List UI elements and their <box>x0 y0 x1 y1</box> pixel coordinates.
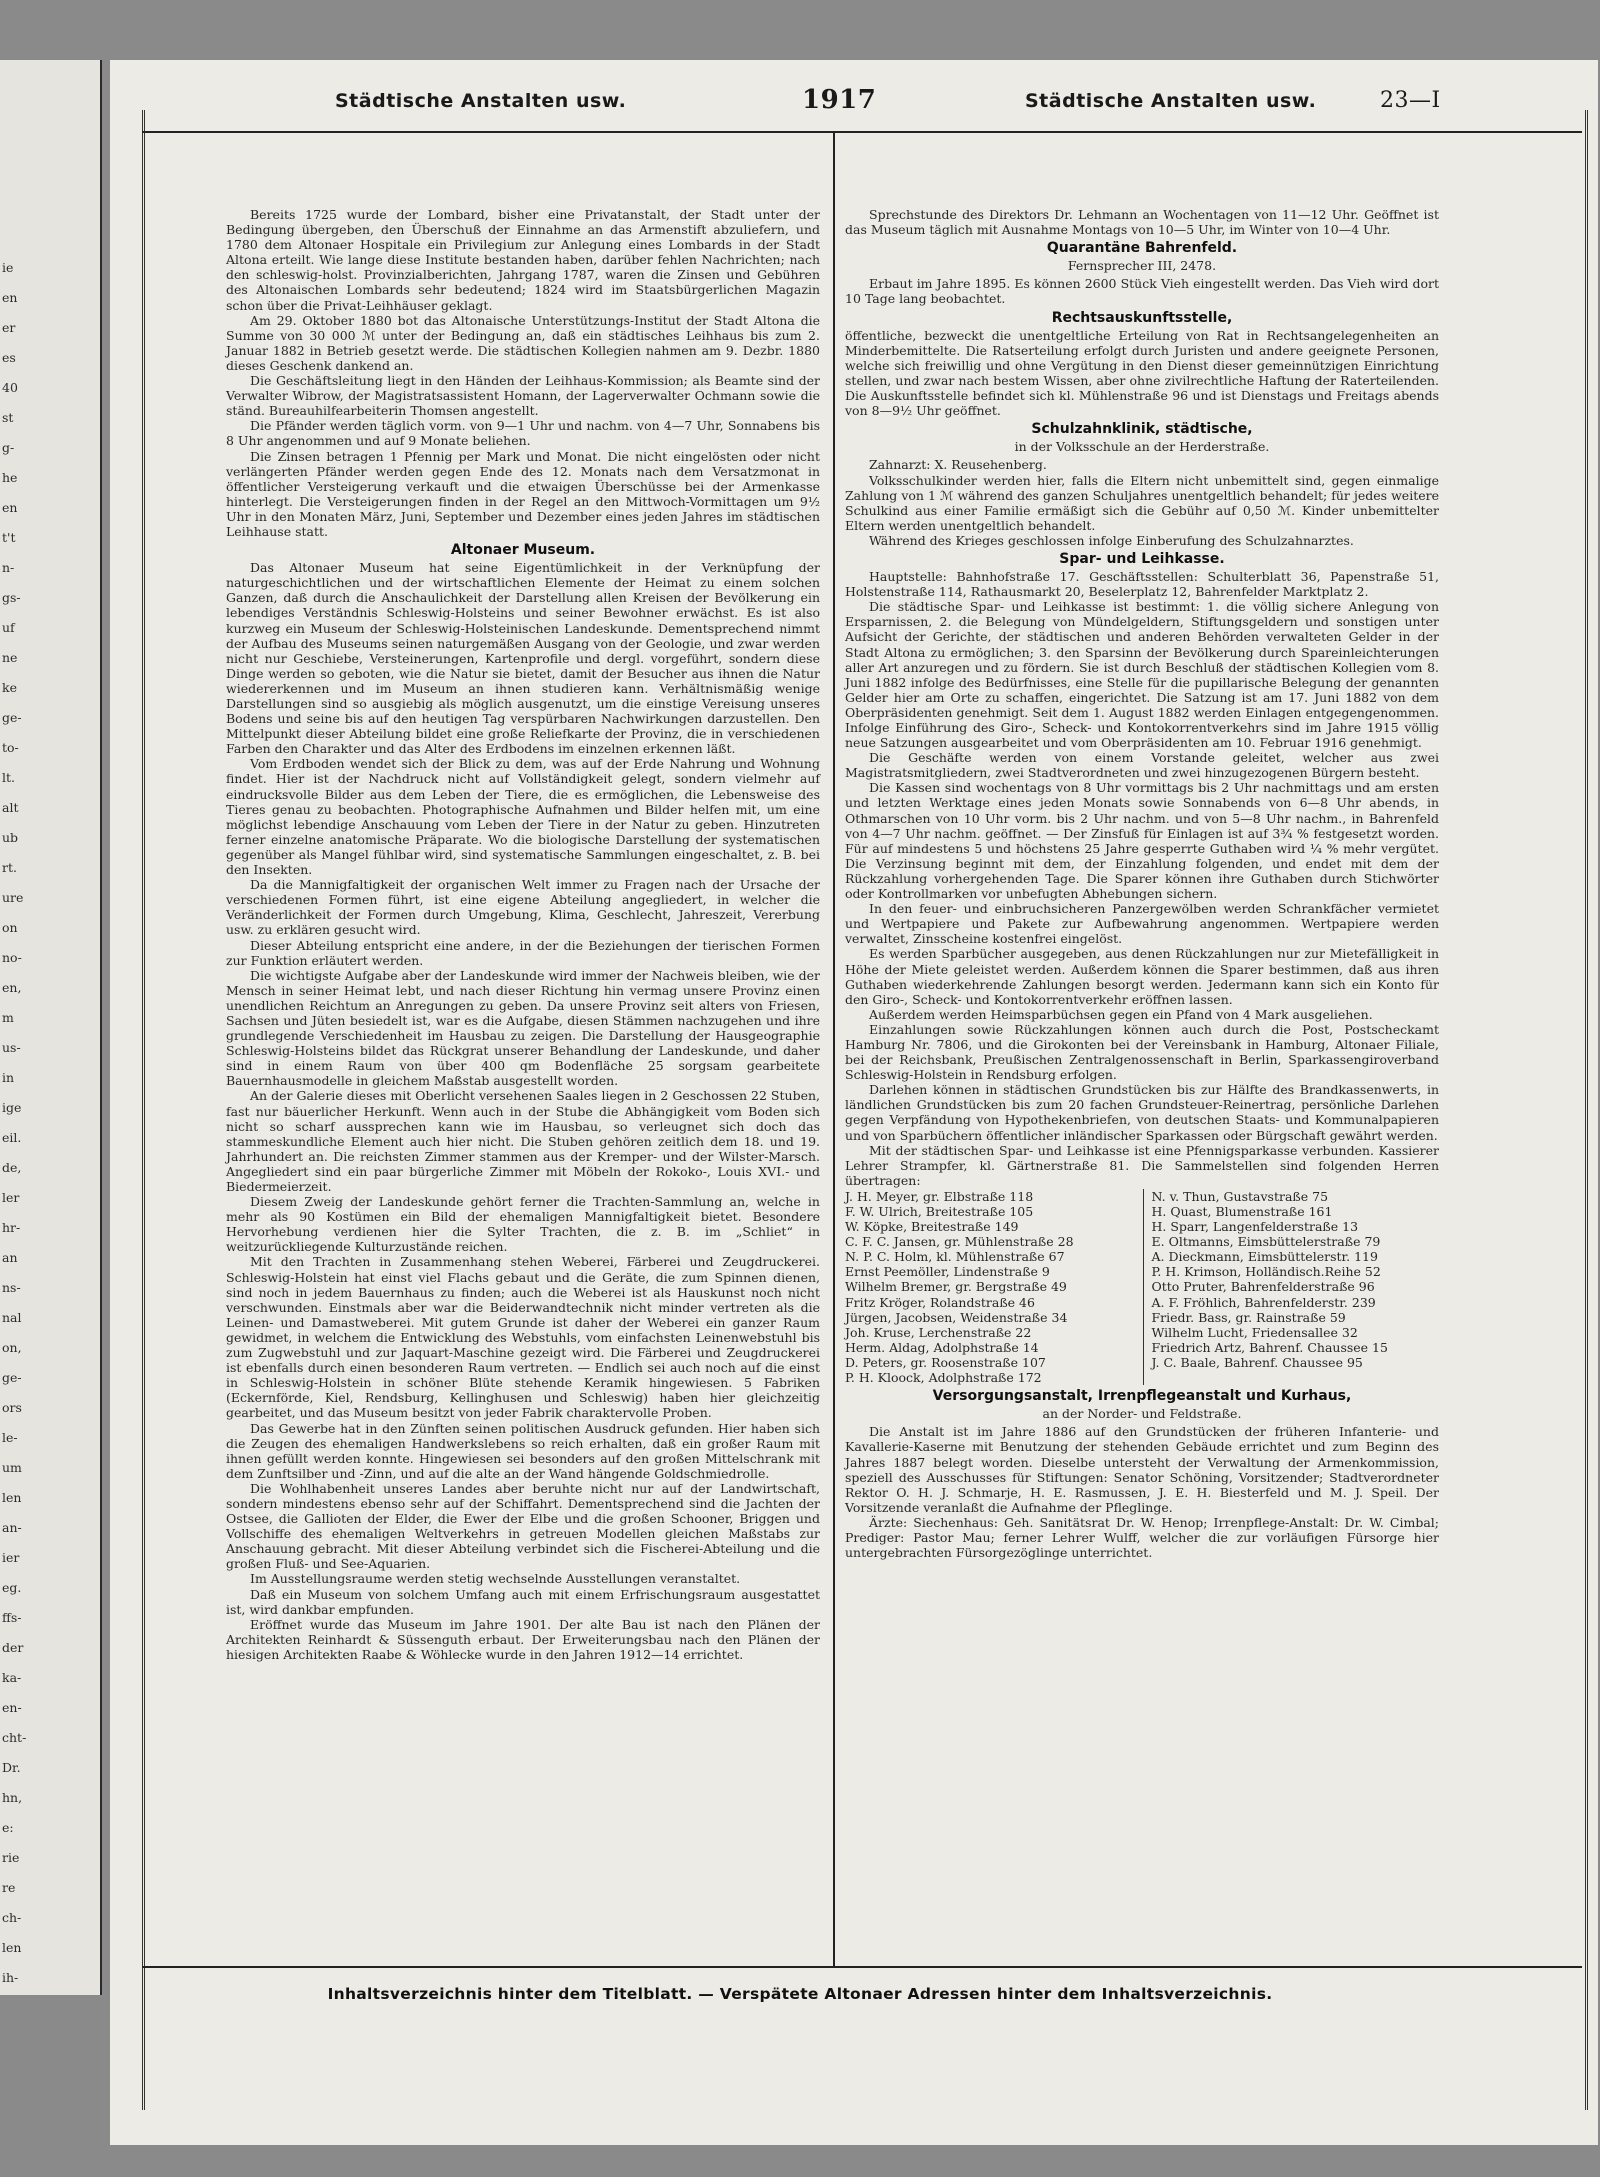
paragraph: Die Zinsen betragen 1 Pfennig per Mark und Monat. Die nicht eingelösten oder nicht verlängerten Pfänder werden gegen Ende des 12. Monats nach dem Versatzmonat in öffentlicher Versteigerung verkauft und die etwaigen Überschüsse bei der Armenkasse hinterlegt. Die Versteigerungen finden in der Regel an den Mittwoch-Vormittagen um 9½ Uhr in den Monaten März, Juni, September und Dezember eines jeden Jahres im städtischen Leihhause statt. <box>226 448 820 539</box>
collector-list-left <box>845 1189 1133 1385</box>
section-heading-bank: Spar- und Leihkasse. <box>1059 550 1225 567</box>
collector-entry: Joh. Kruse, Lerchenstraße 22 <box>845 1324 1032 1340</box>
previous-page-fragment: eg. <box>2 1580 22 1595</box>
previous-page-fragment: eil. <box>2 1130 22 1145</box>
previous-page-fragment: len <box>2 1940 22 1955</box>
previous-page-fragment: in <box>2 1070 15 1085</box>
paragraph: Darlehen können in städtischen Grundstücken bis zur Hälfte des Brandkassenwerts, in ländlichen Grundstücken bis zum 20 fachen Grundsteuer-Reinertrag, persönliche Darlehen gegen Verpfändung von Hypothekenbriefen, von deutschen Staats- und Kommunalpapieren und von Sparbüchern öffentlicher inländischer Sparkassen oder Bürgschaft gewährt werden. <box>845 1082 1439 1143</box>
footer-note: Inhaltsverzeichnis hinter dem Titelblatt. — Verspätete Altonaer Adressen hinter dem Inhaltsverzeichnis. <box>327 1985 1273 2003</box>
section-heading-care: Versorgungsanstalt, Irrenpflegeanstalt und Kurhaus, <box>932 1388 1352 1405</box>
previous-page-fragment: ure <box>2 890 24 905</box>
collector-entry: J. C. Baale, Bahrenf. Chaussee 95 <box>1151 1354 1363 1370</box>
previous-page-fragment: ka- <box>2 1670 22 1685</box>
paragraph: Die Kassen sind wochentags von 8 Uhr vormittags bis 2 Uhr nachmittags und am ersten und letzten Werktage eines jeden Monats sowie Sonnabends von 6—8 Uhr abends, in Othmarschen von 10 Uhr vorm. bis 2 Uhr nachm. und von 5—8 Uhr nachm., in Bahrenfeld von 4—7 Uhr nachm. geöffnet. — Der Zinsfuß für Einlagen ist auf 3¾ % festgesetzt worden. Für auf mindestens 5 und höchstens 25 Jahre gesperrte Guthaben wird ¼ % mehr vergütet. Die Verzinsung beginnt mit dem, der Einzahlung folgenden, und endet mit dem der Rückzahlung vorhergehenden Tage. Die Sparer können ihre Guthaben durch Stichwörter oder Kontrollmarken vor unbefugten Abhebungen sichern. <box>845 780 1439 902</box>
previous-page-fragment: er <box>2 320 16 335</box>
previous-page-fragment: ge- <box>2 1370 22 1385</box>
previous-page-fragment: ffs- <box>2 1610 22 1625</box>
previous-page-fragment: um <box>2 1460 22 1475</box>
paragraph: Die Geschäftsleitung liegt in den Händen der Leihhaus-Kommission; als Beamte sind der Verwalter Wibrow, der Magistratsassistent Homann, der Lagerverwalter Ochmann sowie die ständ. Bureauhilfearbeiterin Thomsen angestellt. <box>226 373 820 419</box>
previous-page-fragment: rie <box>2 1850 20 1865</box>
collector-entry: W. Köpke, Breitestraße 149 <box>845 1219 1019 1235</box>
paragraph: Die Anstalt ist im Jahre 1886 auf den Grundstücken der früheren Infanterie- und Kavallerie-Kaserne mit Benutzung der stehenden Gebäude errichtet und zum Beginn des Jahres 1887 belegt worden. Dieselbe untersteht der Verwaltung der Armenkommission, speziell des Ausschusses für Stiftungen: Senator Schöning, Vorsitzender; Stadtverordneter Rektor O. H. J. Schmarje, H. E. Rasmussen, J. E. H. Biesterfeld und M. J. Speil. Der Vorsitzende veranlaßt die Aufnahme der Pfleglinge. <box>845 1424 1439 1515</box>
previous-page-fragment: der <box>2 1640 24 1655</box>
previous-page-fragment: lt. <box>2 770 15 785</box>
section-heading-legal: Rechtsauskunftsstelle, <box>1051 309 1233 326</box>
paragraph: Die Geschäfte werden von einem Vorstande geleitet, welcher aus zwei Magistratsmitgliedern, zwei Stadtverordneten und zwei hinzugezogenen Bürgern besteht. <box>845 750 1439 781</box>
previous-page-fragment: alt <box>2 800 19 815</box>
header-year: 1917 <box>802 85 877 115</box>
previous-page-fragment: he <box>2 470 18 485</box>
previous-page-fragment: ke <box>2 680 17 695</box>
previous-page-fragment: le- <box>2 1430 18 1445</box>
section-heading-museum: Altonaer Museum. <box>450 542 596 559</box>
previous-page-fragment: gs- <box>2 590 21 605</box>
collector-entry: H. Sparr, Langenfelderstraße 13 <box>1151 1219 1359 1235</box>
previous-page-fragment: Dr. <box>2 1760 21 1775</box>
header-left-title: Städtische Anstalten usw. <box>335 90 627 112</box>
paragraph: Die städtische Spar- und Leihkasse ist bestimmt: 1. die völlig sichere Anlegung von Ersparnissen, 2. die Belegung von Mündelgeldern, Stiftungsgeldern und sonstigen unter Aufsicht der Gerichte, der städtischen und anderen Behörden verwalteten Gelder in der Stadt Altona zu ermöglichen; 3. den Sparsinn der Bevölkerung durch Spareinleichterungen aller Art anzuregen und zu fördern. Sie ist durch Beschluß der städtischen Kollegien vom 8. Juni 1882 infolge des Bedürfnisses, eine Stelle für die pupillarische Belegung der genannten Gelder hier am Orte zu schaffen, eingerichtet. Die Satzung ist am 17. Juni 1882 von dem Oberpräsidenten genehmigt. Seit dem 1. August 1882 werden Einlagen entgegengenommen. Infolge Einführung des Giro-, Scheck- und Kontokorrentverkehrs sind im Jahre 1915 völlig neue Satzungen ausgearbeitet und vom Oberpräsidenten am 10. Februar 1916 genehmigt. <box>845 599 1439 751</box>
previous-page-fragment: ors <box>2 1400 22 1415</box>
paragraph: Das Altonaer Museum hat seine Eigentümlichkeit in der Verknüpfung der naturgeschichtlichen und der wirtschaftlichen Elemente der Heimat zu einem solchen Ganzen, daß durch die Anschaulichkeit der Darstellung allen Kreisen der Bevölkerung ein lebendiges Verständnis Schleswig-Holsteins und seiner Bewohner erwächst. Es ist also kurzweg ein Museum der Schleswig-Holsteinischen Landeskunde. Dementsprechend nimmt der Aufbau des Museums seinen naturgemäßen Ausgang von der Geologie, und zwar werden nicht nur Geschiebe, Versteinerungen, Kartenprofile und dergl. vorgeführt, sondern diese Dinge werden so geboten, wie die Natur sie bietet, damit der Besucher aus ihnen die Natur wiedererkennen und im Museum an ihnen studieren kann. Verhältnismäßig wenige Darstellungen sind so ausgiebig als möglich ausgenutzt, um die einstige Vereisung unseres Bodens und seine bis auf den heutigen Tag verspürbaren Nachwirkungen darzustellen. Den Mittelpunkt dieser Abteilung bildet eine große Reliefkarte der Provinz, die in verschiedenen Farben den Charakter und das Alter des Erdbodens im einzelnen erkennen läßt. <box>226 560 820 757</box>
previous-page-fragment: ne <box>2 650 18 665</box>
previous-page-fragment: m <box>2 1010 14 1025</box>
previous-page-fragment: ie <box>2 260 14 275</box>
previous-page-fragment: ns- <box>2 1280 21 1295</box>
collector-entry: Wilhelm Lucht, Friedensallee 32 <box>1151 1324 1358 1340</box>
previous-page-fragment: no- <box>2 950 22 965</box>
collector-entry: N. v. Thun, Gustavstraße 75 <box>1151 1188 1329 1204</box>
paragraph: Bereits 1725 wurde der Lombard, bisher eine Privatanstalt, der Stadt unter der Bedingung übergeben, den Überschuß der Einnahme an das Armenstift abzuliefern, und 1780 dem Altonaer Hospitale ein Privilegium zur Anlegung eines Lombards in der Stadt Altona erteilt. Wie lange diese Institute bestanden haben, darüber fehlen Nachrichten; nach den schleswig-holst. Provinzialberichten, Jahrgang 1787, waren die Zinsen und Gebühren des Altonaischen Lombards sehr bedeutend; 1824 wird im Staatsbürgerlichen Magazin schon über die Privat-Leihhäuser geklagt. <box>226 207 820 313</box>
right-column <box>845 207 1439 1560</box>
paragraph: Volksschulkinder werden hier, falls die Eltern nicht unbemittelt sind, gegen einmalige Zahlung von 1 ℳ während des ganzen Schuljahres unentgeltlich behandelt; für jedes weitere Schulkind aus einer Familie ermäßigt sich die Gebühr auf 0,50 ℳ. Kinder unbemittelter Eltern werden unentgeltlich behandelt. <box>845 472 1439 533</box>
section-heading-quarantine: Quarantäne Bahrenfeld. <box>1046 240 1238 257</box>
previous-page-fragment: e: <box>2 1820 14 1835</box>
paragraph: Während des Krieges geschlossen infolge Einberufung des Schulzahnarztes. <box>869 532 1354 548</box>
paragraph: Erbaut im Jahre 1895. Es können 2600 Stück Vieh eingestellt werden. Das Vieh wird dort 10 Tage lang beobachtet. <box>845 276 1439 307</box>
previous-page-fragment: ler <box>2 1190 20 1205</box>
previous-page-fragment: len <box>2 1490 22 1505</box>
paragraph: Außerdem werden Heimsparbüchsen gegen ein Pfand von 4 Mark ausgeliehen. <box>869 1006 1373 1022</box>
museum-section <box>226 560 820 1662</box>
collector-entry: Friedr. Bass, gr. Rainstraße 59 <box>1151 1309 1346 1325</box>
previous-page-fragment: de, <box>2 1160 22 1175</box>
collector-list-right <box>1143 1189 1440 1385</box>
collector-entry: Herm. Aldag, Adolphstraße 14 <box>845 1339 1039 1355</box>
previous-page-fragment: t't <box>2 530 16 545</box>
previous-page-fragment: n- <box>2 560 15 575</box>
collector-entry: C. F. C. Jansen, gr. Mühlenstraße 28 <box>845 1234 1074 1250</box>
header-page-number: 23—I <box>1380 88 1441 113</box>
paragraph: Diesem Zweig der Landeskunde gehört ferner die Trachten-Sammlung an, welche in mehr als 90 Kostümen ein Bild der ehemaligen Mannigfaltigkeit bietet. Besondere Hervorhebung verdienen hier die Sylter Trachten, die z. B. im „Schliet“ in weitzurückliegende Kulturzustände reichen. <box>226 1194 820 1255</box>
paragraph: Die Pfänder werden täglich vorm. von 9—1 Uhr und nachm. von 4—7 Uhr, Sonnabens bis 8 Uhr angenommen und auf 9 Monate beliehen. <box>226 418 820 449</box>
previous-page-fragment: 40 <box>2 380 18 395</box>
header-rule <box>142 131 1582 133</box>
dentist-line: Zahnarzt: X. Reusehenberg. <box>869 457 1047 473</box>
paragraph: Im Ausstellungsraume werden stetig wechselnde Ausstellungen veranstaltet. <box>250 1571 741 1587</box>
paragraph: Mit der städtischen Spar- und Leihkasse ist eine Pfennigsparkasse verbunden. Kassierer Lehrer Strampfer, kl. Gärtnerstraße 81. Die Sammelstellen sind folgenden Herren übertragen: <box>845 1142 1439 1188</box>
paragraph: Einzahlungen sowie Rückzahlungen können auch durch die Post, Postscheckamt Hamburg Nr. 7806, und die Girokonten bei der Vereinsbank in Hamburg, Altonaer Filiale, bei der Reichsbank, Preußischen Zentralgenossenschaft in Berlin, Sparkassengiroverband Schleswig-Holstein in Rendsburg erfolgen. <box>845 1021 1439 1083</box>
care-location: an der Norder- und Feldstraße. <box>1042 1406 1242 1422</box>
previous-page-fragment: cht- <box>2 1730 27 1745</box>
paragraph: Die Wohlhabenheit unseres Landes aber beruhte nicht nur auf der Landwirtschaft, sondern mindestens ebenso sehr auf der Schiffahrt. Dementsprechend sind die Jachten der Ostsee, die Gallioten der Elder, die Ewer der Elbe und die großen Schooner, Briggen und Vollschiffe des ehemaligen Weltverkehrs in getreuen Modellen gleichen Maßstabs zur Anschauung gebracht. Mit dieser Abteilung verbindet sich die Fischerei-Abteilung und die großen Fluß- und See-Aquarien. <box>226 1480 820 1572</box>
previous-page-fragment: ige <box>2 1100 22 1115</box>
paragraph: Vom Erdboden wendet sich der Blick zu dem, was auf der Erde Nahrung und Wohnung findet. Hier ist der Nachdruck nicht auf Vollständigkeit gelegt, sondern vielmehr auf eindrucksvolle Bilder aus dem Leben der Tiere, die es ermöglichen, die Lebensweise des Tieres genau zu beobachten. Photographische Aufnahmen und Bilder helfen mit, um eine möglichst lebendige Anschauung vom Leben der Tiere in der Natur zu geben. Hinzutreten ferner einzelne anatomische Präparate. Wo die biologische Darstellung der systematischen gegenüber als Mangel fühlbar wird, sind systematische Sammlungen eingeschaltet, z. B. bei den Insekten. <box>226 756 820 878</box>
paragraph: Eröffnet wurde das Museum im Jahre 1901. Der alte Bau ist nach den Plänen der Architekten Reinhardt & Süssenguth erbaut. Der Erweiterungsbau nach den Plänen der hiesigen Architekten Raabe & Wöhlecke wurde in den Jahren 1912—14 errichtet. <box>226 1616 820 1662</box>
paragraph: Mit den Trachten in Zusammenhang stehen Weberei, Färberei und Zeugdruckerei. Schleswig-Holstein hat einst viel Flachs gebaut und die Geräte, die zum Spinnen dienen, sind noch in jedem Bauernhaus zu finden; auch die Weberei ist als Hauskunst noch nicht verschwunden. Einstmals aber war die Beiderwandtechnik nicht minder vertreten als die Leinen- und Damastweberei. Mit gutem Grunde ist daher der Weberei ein ganzer Raum gewidmet, in welchem die Entwicklung des Webstuhls, vom einfachsten Leinenwebstuhl bis zum Zugwebstuhl und zur Jaquart-Maschine gezeigt wird. Die Färberei und Zeugdruckerei ist ebenfalls durch einen besonderen Raum vertreten. — Endlich sei auch noch auf die einst in Schleswig-Holstein in schöner Blüte stehende Keramik hingewiesen. 5 Fabriken (Eckernförde, Kiel, Rendsburg, Kellinghusen und Schleswig) haben hier gleichzeitig gearbeitet, und das Museum besitzt von jeder Fabrik charaktervolle Proben. <box>226 1254 820 1421</box>
footer-rule <box>142 1966 1582 1968</box>
collector-entry: A. F. Fröhlich, Bahrenfelderstr. 239 <box>1151 1294 1376 1310</box>
collector-entry: J. H. Meyer, gr. Elbstraße 118 <box>845 1188 1034 1204</box>
paragraph: An der Galerie dieses mit Oberlicht versehenen Saales liegen in 2 Geschossen 22 Stuben, fast nur bäuerlicher Herkunft. Wenn auch in der Stube die Abhängigkeit vom Boden sich nicht so scharf aussprechen kann wie im Hausbau, so verleugnet sich doch das stammeskundliche Element auch hier nicht. Die Stuben gehören zeitlich dem 18. und 19. Jahrhundert an. Die reichsten Zimmer stammen aus der Kremper- und der Wilster-Marsch. Angegliedert sind ein paar bürgerliche Zimmer mit Möbeln der Rokoko-, Louis XVI.- und Biedermeierzeit. <box>226 1088 820 1194</box>
paragraph: Die wichtigste Aufgabe aber der Landeskunde wird immer der Nachweis bleiben, wie der Mensch in seiner Heimat lebt, und nach dieser Richtung hin vermag unsere Provinz einen unendlichen Reichtum an Anregungen zu geben. Da unsere Provinz seit alters von Friesen, Sachsen und Jüten besiedelt ist, war es die Aufgabe, diesen Stämmen nachzugehen und ihre grundlegende Verschiedenheit im Hausbau zu zeigen. Die Darstellung der Hausgeographie Schleswig-Holsteins bildet das Rückgrat unserer Behandlung der Landeskunde, und daher sind in einem Raum von über 400 qm Bodenfläche 25 sorgsam gearbeitete Bauernhausmodelle in gleichem Maßstab ausgestellt worden. <box>226 967 820 1089</box>
previous-page-fragment: g- <box>2 440 15 455</box>
previous-page-fragment: st <box>2 410 14 425</box>
collector-entry: H. Quast, Blumenstraße 161 <box>1151 1204 1333 1219</box>
paragraph: Es werden Sparbücher ausgegeben, aus denen Rückzahlungen nur zur Mietefälligkeit in Höhe der Miete geleistet werden. Außerdem können die Sparer bestimmen, daß aus ihren Guthaben wiederkehrende Zahlungen besorgt werden. Jedermann kann sich ein Konto für den Giro-, Scheck- und Kontokorrentverkehr eröffnen lassen. <box>845 946 1439 1007</box>
collector-entry: P. H. Kloock, Adolphstraße 172 <box>845 1370 1042 1386</box>
paragraph: Daß ein Museum von solchem Umfang auch mit einem Erfrischungsraum ausgestattet ist, wird dankbar empfunden. <box>226 1586 820 1617</box>
collector-entry: F. W. Ulrich, Breitestraße 105 <box>845 1204 1034 1219</box>
collector-entry: E. Oltmanns, Eimsbüttelerstraße 79 <box>1151 1234 1381 1250</box>
collector-entry: A. Dieckmann, Eimsbüttelerstr. 119 <box>1151 1249 1378 1265</box>
previous-page-fragment: ge- <box>2 710 22 725</box>
collector-entry: N. P. C. Holm, kl. Mühlenstraße 67 <box>845 1249 1065 1265</box>
header-right-title: Städtische Anstalten usw. <box>1025 90 1317 112</box>
collector-entry: D. Peters, gr. Roosenstraße 107 <box>845 1354 1046 1370</box>
previous-page-fragment: nal <box>2 1310 22 1325</box>
column-divider <box>833 131 835 1966</box>
previous-page-fragment: en <box>2 290 18 305</box>
collector-lists <box>845 1189 1439 1385</box>
leihhaus-section <box>226 207 820 539</box>
previous-page-fragment: ih- <box>2 1970 19 1985</box>
collector-entry: Fritz Kröger, Rolandstraße 46 <box>845 1294 1035 1310</box>
collector-entry: Wilhelm Bremer, gr. Bergstraße 49 <box>845 1279 1067 1295</box>
previous-page-fragment: to- <box>2 740 19 755</box>
previous-page-fragment: en <box>2 500 18 515</box>
previous-page-fragment: hr- <box>2 1220 21 1235</box>
collector-entry: P. H. Krimson, Holländisch.Reihe 52 <box>1151 1264 1381 1280</box>
paragraph: Ärzte: Siechenhaus: Geh. Sanitätsrat Dr. W. Henop; Irrenpflege-Anstalt: Dr. W. Cimbal; Prediger: Pastor Mau; ferner Lehrer Wulff, welcher die zur vorläufigen Fürsorge hier untergebrachten Fürsorgezöglinge unterrichtet. <box>845 1514 1439 1561</box>
previous-page-fragment: ier <box>2 1550 20 1565</box>
paragraph: Das Gewerbe hat in den Zünften seinen politischen Ausdruck gefunden. Hier haben sich die Zeugen des ehemaligen Handwerkslebens so reich erhalten, daß ein großer Raum mit ihnen gefüllt werden konnte. Hingewiesen sei besonders auf den großen Mittelschrank mit dem Zunftsilber und -Zinn, und auf die alte an der Wand hängende Goldschmiedrolle. <box>226 1420 820 1481</box>
previous-page-fragment: on, <box>2 1340 22 1355</box>
previous-page-edge <box>0 60 102 1995</box>
collector-entry: Friedrich Artz, Bahrenf. Chaussee 15 <box>1151 1339 1388 1355</box>
paragraph: öffentliche, bezweckt die unentgeltliche Erteilung von Rat in Rechtsangelegenheiten an Minderbemittelte. Die Ratserteilung erfolgt durch Juristen und andere geeignete Personen, welche sich freiwillig und ohne Vergütung in den Dienst dieser gemeinnützigen Einrichtung stellen, und zwar nach bestem Wissen, aber ohne zivilrechtliche Haftung der Raterteilenden. Die Auskunftsstelle befindet sich kl. Mühlenstraße 96 und ist Dienstags und Freitags abends von 8—9½ Uhr geöffnet. <box>845 327 1439 419</box>
paragraph: In den feuer- und einbruchsicheren Panzergewölben werden Schrankfächer vermietet und Wertpapiere und Pakete zur Aufbewahrung angenommen. Wertpapiere werden verwaltet, Zinsscheine kostenfrei eingelöst. <box>845 901 1439 947</box>
previous-page-fragment: hn, <box>2 1790 23 1805</box>
section-heading-dental: Schulzahnklinik, städtische, <box>1031 421 1253 438</box>
previous-page-fragment: ub <box>2 830 19 845</box>
collector-entry: Otto Pruter, Bahrenfelderstraße 96 <box>1151 1279 1375 1295</box>
paragraph: Da die Mannigfaltigkeit der organischen Welt immer zu Fragen nach der Ursache der verschiedenen Formen führt, ist eine eigene Abteilung angegliedert, in welcher die Veränderlichkeit der Formen durch Umgebung, Klima, Geschlecht, Jahreszeit, Vererbung usw. zu erklären gesucht wird. <box>226 877 820 938</box>
previous-page-fragment: uf <box>2 620 15 635</box>
previous-page-fragment: es <box>2 350 16 365</box>
paragraph: Sprechstunde des Direktors Dr. Lehmann an Wochentagen von 11—12 Uhr. Geöffnet ist das Museum täglich mit Ausnahme Montags von 10—5 Uhr, im Winter von 10—4 Uhr. <box>845 207 1439 238</box>
previous-page-fragment: on <box>2 920 18 935</box>
previous-page-fragment: en- <box>2 1700 22 1715</box>
previous-page-fragment: an <box>2 1250 18 1265</box>
previous-page-fragment: en, <box>2 980 22 995</box>
previous-page-fragment: re <box>2 1880 16 1895</box>
dental-location: in der Volksschule an der Herderstraße. <box>1014 439 1270 455</box>
paragraph: Hauptstelle: Bahnhofstraße 17. Geschäftsstellen: Schulterblatt 36, Papenstraße 51, Holstenstraße 114, Rathausmarkt 20, Beselerplatz 12, Bahrenfelder Marktplatz 2. <box>845 569 1439 600</box>
paragraph: Dieser Abteilung entspricht eine andere, in der die Beziehungen der tierischen Formen zur Funktion erläutert werden. <box>226 937 820 968</box>
previous-page-fragment: ch- <box>2 1910 22 1925</box>
collector-entry: Ernst Peemöller, Lindenstraße 9 <box>845 1264 1050 1280</box>
paragraph: Am 29. Oktober 1880 bot das Altonaische Unterstützungs-Institut der Stadt Altona die Summe von 30 000 ℳ unter der Bedingung an, daß ein städtisches Leihhaus bis zum 2. Januar 1882 in Betrieb gesetzt werde. Die städtischen Kollegien nahmen am 9. Dezbr. 1880 dieses Geschenk dankend an. <box>226 312 820 373</box>
quarantine-phone: Fernsprecher III, 2478. <box>1067 258 1217 274</box>
collector-entry: Jürgen, Jacobsen, Weidenstraße 34 <box>845 1309 1068 1325</box>
previous-page-fragment: rt. <box>2 860 17 875</box>
left-column <box>226 207 820 1662</box>
previous-page-fragment: an- <box>2 1520 22 1535</box>
previous-page-fragment: us- <box>2 1040 21 1055</box>
